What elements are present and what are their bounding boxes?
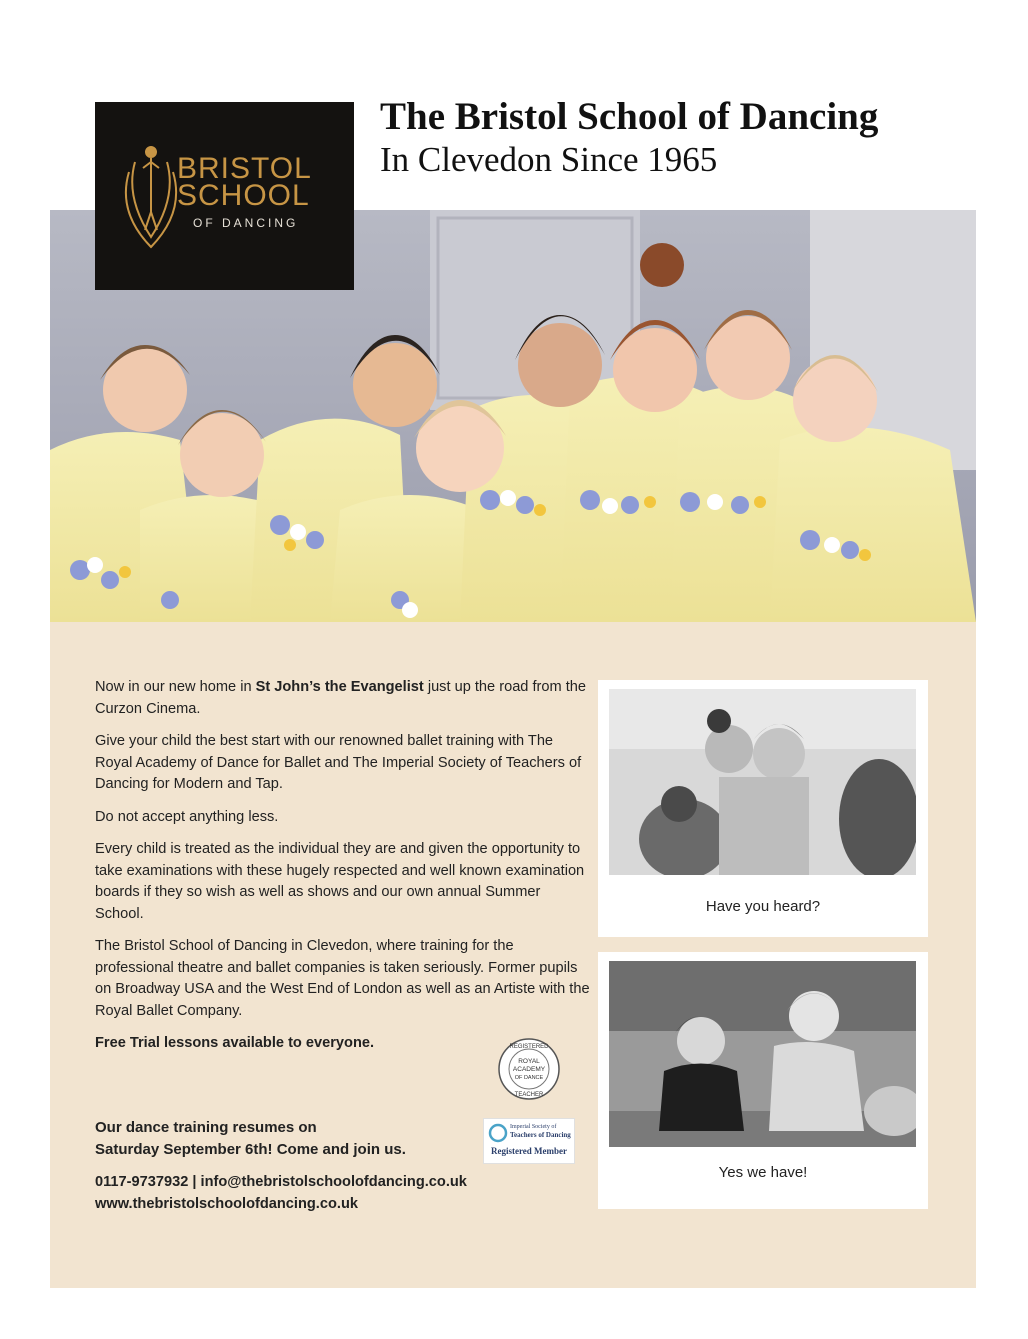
photo-card [598, 952, 928, 1209]
page-subtitle: In Clevedon Since 1965 [380, 140, 718, 179]
resume-line: Our dance training resumes on [95, 1119, 317, 1136]
logo-word-of-dancing: OF DANCING [193, 216, 299, 230]
rad-line: OF DANCE [514, 1075, 544, 1081]
rad-line: ROYAL [518, 1058, 540, 1065]
paragraph-text: Now in our new home in [95, 679, 256, 695]
contact-details [95, 1171, 565, 1215]
logo-word-bristol: BRISTOL [177, 152, 312, 185]
website-link[interactable]: www.thebristolschoolofdancing.co.uk [95, 1196, 358, 1212]
logo-word-school: SCHOOL [177, 179, 310, 212]
school-logo [95, 102, 354, 290]
paragraph-every-child: Every child is treated as the individual they are and given the opportunity to take examinations with these hugely respected and well known examination boards if they so wish as well as shows and our own annual Summer School. [95, 841, 585, 922]
header [380, 94, 878, 180]
rad-line: ACADEMY [512, 1066, 546, 1073]
istd-registered: Registered Member [490, 1146, 568, 1156]
rad-bottom-text: TEACHER [514, 1092, 544, 1098]
rad-teacher-badge [497, 1037, 561, 1101]
rad-top-text: REGISTERED [509, 1044, 549, 1050]
resume-notice [95, 1117, 475, 1161]
photo-caption: Have you heard? [705, 898, 821, 915]
resume-line: Saturday September 6th! Come and join us. [95, 1141, 406, 1158]
bw-photo-whisper [609, 689, 916, 875]
istd-line: Teachers of Dancing [510, 1131, 571, 1139]
istd-member-badge [483, 1118, 575, 1164]
photo-card [598, 680, 928, 937]
free-trial-note: Free Trial lessons available to everyone. [95, 1035, 375, 1051]
istd-line: Imperial Society of [510, 1124, 557, 1130]
phone-email[interactable]: 0117-9737932 | info@thebristolschoolofdancing.co.uk [95, 1174, 467, 1190]
bw-photo-laughing [609, 961, 916, 1147]
venue-name: St John’s the Evangelist [255, 679, 424, 695]
photo-caption: Yes we have! [718, 1164, 808, 1181]
body-copy [95, 677, 590, 1066]
paragraph-new-home [95, 677, 590, 720]
paragraph-accept: Do not accept anything less. [95, 808, 279, 825]
paragraph-professional: The Bristol School of Dancing in Clevedon, where training for the professional theatre and ballet companies is taken seriously. Former pupils on Broadway USA and the West End of London as well as an Artiste with the Royal Ballet Company. [95, 938, 590, 1019]
paragraph-training: Give your child the best start with our renowned ballet training with The Royal Academy of Dance for Ballet and The Imperial Society of Teachers of Dancing for Modern and Tap. [95, 733, 582, 792]
page-title: The Bristol School of Dancing [380, 95, 879, 138]
istd-ring-icon [488, 1123, 508, 1143]
paragraph-text: just up the road from the Curzon Cinema. [95, 679, 587, 717]
